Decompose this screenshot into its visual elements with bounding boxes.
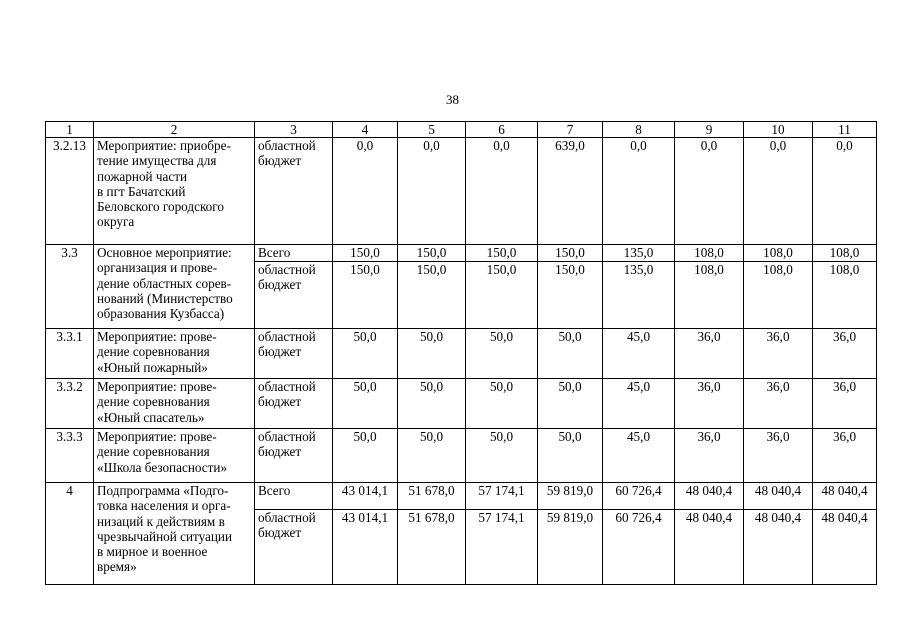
header-cell: 9: [675, 122, 744, 138]
row-code: 3.3.1: [46, 329, 94, 379]
value-cell: 50,0: [466, 379, 538, 429]
value-cell: 36,0: [744, 429, 813, 483]
funding-source: областной бюджет: [255, 429, 333, 483]
funding-source: Всего: [255, 483, 333, 510]
page-number: 38: [446, 92, 459, 107]
row-name: Основное мероприятие: организация и прове- дение областных сорев- нований (Министерство образования Кузбасса): [94, 245, 255, 329]
value-cell: 150,0: [538, 245, 603, 262]
value-cell: 59 819,0: [538, 483, 603, 510]
budget-table: [45, 121, 877, 585]
value-cell: 0,0: [744, 138, 813, 245]
value-cell: 50,0: [398, 379, 466, 429]
value-cell: 108,0: [744, 262, 813, 329]
table-row: [46, 379, 877, 429]
table-row: [46, 329, 877, 379]
value-cell: 50,0: [538, 429, 603, 483]
value-cell: 50,0: [538, 379, 603, 429]
value-cell: 43 014,1: [333, 483, 398, 510]
value-cell: 36,0: [675, 329, 744, 379]
value-cell: 0,0: [466, 138, 538, 245]
row-name: Мероприятие: прове- дение соревнования «Юный спасатель»: [94, 379, 255, 429]
value-cell: 48 040,4: [675, 510, 744, 585]
row-code: 3.3.2: [46, 379, 94, 429]
value-cell: 60 726,4: [603, 510, 675, 585]
value-cell: 108,0: [675, 262, 744, 329]
value-cell: 50,0: [333, 379, 398, 429]
table-row: [46, 138, 877, 245]
funding-source: областной бюджет: [255, 510, 333, 585]
header-cell: 1: [46, 122, 94, 138]
value-cell: 150,0: [398, 262, 466, 329]
value-cell: 36,0: [675, 379, 744, 429]
value-cell: 0,0: [813, 138, 877, 245]
value-cell: 135,0: [603, 245, 675, 262]
value-cell: 48 040,4: [744, 510, 813, 585]
header-cell: 3: [255, 122, 333, 138]
value-cell: 150,0: [466, 262, 538, 329]
row-code: 3.3.3: [46, 429, 94, 483]
header-cell: 7: [538, 122, 603, 138]
funding-source: Всего: [255, 245, 333, 262]
value-cell: 36,0: [675, 429, 744, 483]
value-cell: 45,0: [603, 379, 675, 429]
value-cell: 45,0: [603, 429, 675, 483]
row-code: 4: [46, 483, 94, 585]
value-cell: 0,0: [398, 138, 466, 245]
value-cell: 50,0: [538, 329, 603, 379]
row-code: 3.3: [46, 245, 94, 329]
value-cell: 36,0: [813, 429, 877, 483]
value-cell: 50,0: [398, 329, 466, 379]
funding-source: областной бюджет: [255, 379, 333, 429]
funding-source: областной бюджет: [255, 138, 333, 245]
value-cell: 135,0: [603, 262, 675, 329]
header-cell: 4: [333, 122, 398, 138]
funding-source: областной бюджет: [255, 262, 333, 329]
value-cell: 0,0: [333, 138, 398, 245]
value-cell: 51 678,0: [398, 483, 466, 510]
header-row: [46, 122, 877, 138]
value-cell: 57 174,1: [466, 483, 538, 510]
header-cell: 6: [466, 122, 538, 138]
row-name: Мероприятие: прове- дение соревнования «Юный пожарный»: [94, 329, 255, 379]
row-name: Мероприятие: прове- дение соревнования «Школа безопасности»: [94, 429, 255, 483]
header-cell: 2: [94, 122, 255, 138]
value-cell: 0,0: [603, 138, 675, 245]
value-cell: 150,0: [333, 245, 398, 262]
header-cell: 11: [813, 122, 877, 138]
value-cell: 0,0: [675, 138, 744, 245]
header-cell: 5: [398, 122, 466, 138]
value-cell: 50,0: [333, 429, 398, 483]
value-cell: 48 040,4: [813, 483, 877, 510]
value-cell: 48 040,4: [744, 483, 813, 510]
table-row: [46, 483, 877, 510]
value-cell: 108,0: [813, 245, 877, 262]
value-cell: 150,0: [466, 245, 538, 262]
table-row: [46, 245, 877, 262]
value-cell: 36,0: [813, 329, 877, 379]
value-cell: 639,0: [538, 138, 603, 245]
table-row: [46, 429, 877, 483]
funding-source: областной бюджет: [255, 329, 333, 379]
value-cell: 50,0: [333, 329, 398, 379]
value-cell: 48 040,4: [675, 483, 744, 510]
value-cell: 50,0: [466, 429, 538, 483]
value-cell: 59 819,0: [538, 510, 603, 585]
header-cell: 10: [744, 122, 813, 138]
value-cell: 36,0: [813, 379, 877, 429]
value-cell: 108,0: [744, 245, 813, 262]
value-cell: 150,0: [398, 245, 466, 262]
value-cell: 45,0: [603, 329, 675, 379]
value-cell: 36,0: [744, 379, 813, 429]
header-cell: 8: [603, 122, 675, 138]
value-cell: 150,0: [538, 262, 603, 329]
value-cell: 48 040,4: [813, 510, 877, 585]
value-cell: 51 678,0: [398, 510, 466, 585]
value-cell: 43 014,1: [333, 510, 398, 585]
value-cell: 36,0: [744, 329, 813, 379]
value-cell: 108,0: [675, 245, 744, 262]
value-cell: 150,0: [333, 262, 398, 329]
row-name: Подпрограмма «Подго- товка населения и орга- низаций к действиям в чрезвычайной ситуации в мирное и военное время»: [94, 483, 255, 585]
value-cell: 57 174,1: [466, 510, 538, 585]
value-cell: 108,0: [813, 262, 877, 329]
value-cell: 60 726,4: [603, 483, 675, 510]
value-cell: 50,0: [398, 429, 466, 483]
row-code: 3.2.13: [46, 138, 94, 245]
row-name: Мероприятие: приобре- тение имущества для пожарной части в пгт Бачатский Беловского городского округа: [94, 138, 255, 245]
value-cell: 50,0: [466, 329, 538, 379]
